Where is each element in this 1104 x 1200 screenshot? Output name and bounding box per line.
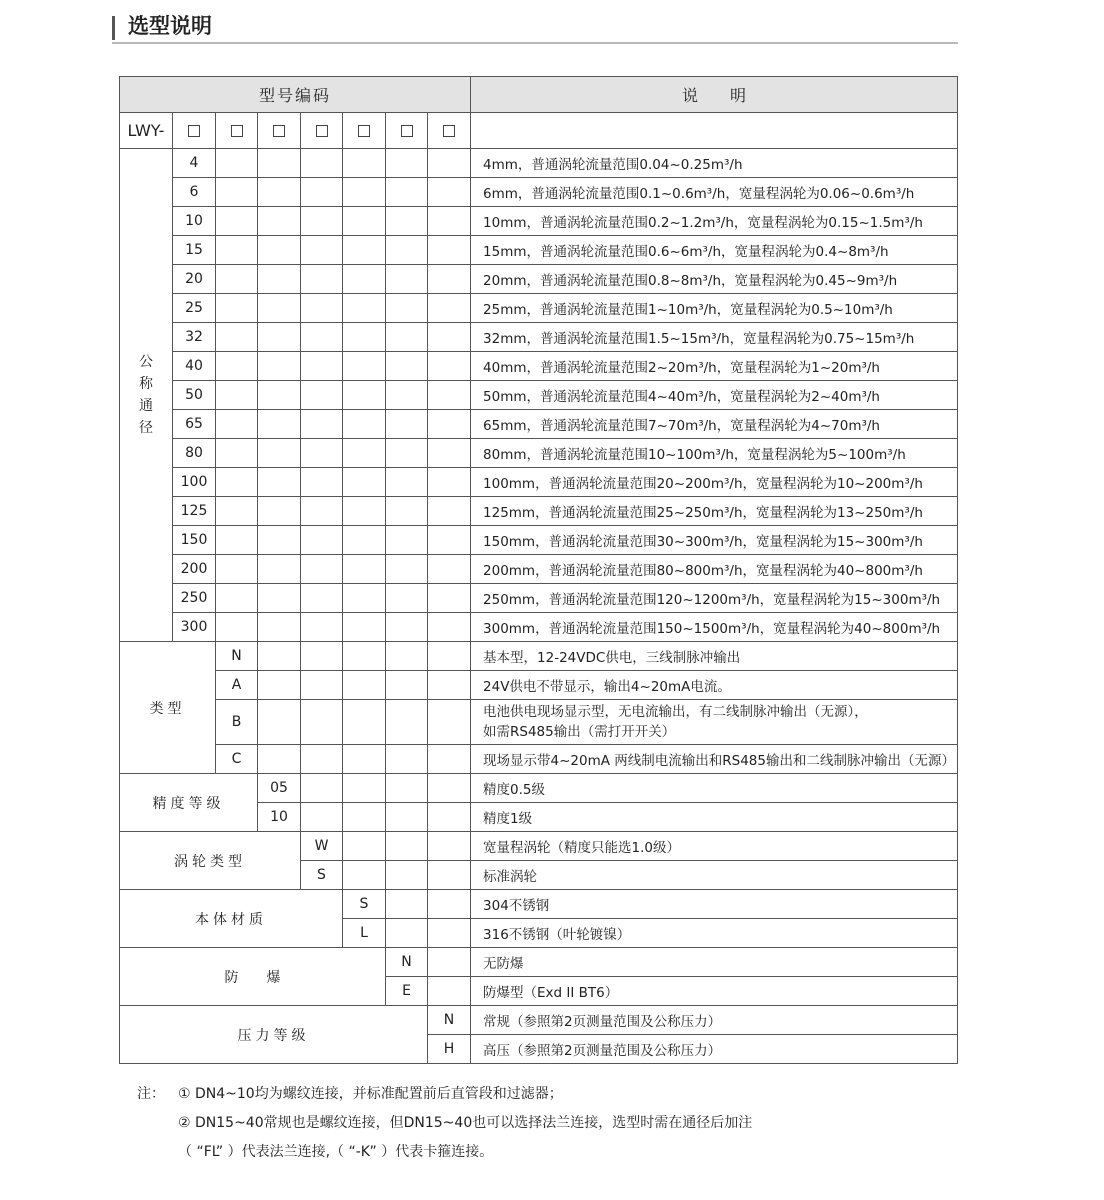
table-row (120, 439, 958, 468)
code-cell: S (343, 890, 386, 919)
table-row (120, 1006, 958, 1035)
table-row (120, 410, 958, 439)
table-row (120, 294, 958, 323)
section-header (112, 8, 958, 44)
table-row (120, 265, 958, 294)
model-prefix: LWY- (127, 121, 165, 140)
table-row (120, 178, 958, 207)
accuracy-group-label: 精度等级 (120, 774, 258, 832)
code-cell: 100 (173, 468, 216, 497)
code-slot-box (358, 125, 370, 137)
pressure-group-label: 压力等级 (120, 1006, 428, 1064)
code-cell: 15 (173, 236, 216, 265)
code-slot-box (316, 125, 328, 137)
code-cell: 6 (173, 178, 216, 207)
code-cell: 125 (173, 497, 216, 526)
description-cell: 4mm，普通涡轮流量范围0.04~0.25m³/h (471, 149, 958, 178)
description-cell: 40mm，普通涡轮流量范围2~20m³/h，宽量程涡轮为1~20m³/h (471, 352, 958, 381)
code-cell: H (428, 1035, 471, 1064)
code-slot-box (443, 125, 455, 137)
code-slot-box (401, 125, 413, 137)
table-row (120, 468, 958, 497)
code-cell: 05 (258, 774, 301, 803)
model-selection-table (119, 76, 958, 1064)
notes-label: 注： (137, 1086, 165, 1102)
description-cell: 125mm，普通涡轮流量范围25~250m³/h，宽量程涡轮为13~250m³/h (471, 497, 958, 526)
explosion-group-label: 防 爆 (120, 948, 386, 1006)
code-cell: 32 (173, 323, 216, 352)
description-cell: 20mm，普通涡轮流量范围0.8~8m³/h，宽量程涡轮为0.45~9m³/h (471, 265, 958, 294)
code-cell: 80 (173, 439, 216, 468)
table-row (120, 671, 958, 700)
table-row (120, 207, 958, 236)
table-row (120, 613, 958, 642)
description-cell: 304不锈钢 (471, 890, 958, 919)
table-row (120, 526, 958, 555)
code-cell: 20 (173, 265, 216, 294)
description-cell: 基本型，12-24VDC供电，三线制脉冲输出 (471, 642, 958, 671)
code-cell: 10 (258, 803, 301, 832)
description-cell: 150mm，普通涡轮流量范围30~300m³/h，宽量程涡轮为15~300m³/h (471, 526, 958, 555)
description-cell: 80mm，普通涡轮流量范围10~100m³/h，宽量程涡轮为5~100m³/h (471, 439, 958, 468)
table-row (120, 497, 958, 526)
description-cell: 250mm，普通涡轮流量范围120~1200m³/h，宽量程涡轮为15~300m³/h (471, 584, 958, 613)
description-cell: 25mm，普通涡轮流量范围1~10m³/h，宽量程涡轮为0.5~10m³/h (471, 294, 958, 323)
table-row (120, 890, 958, 919)
diameter-group-label: 公 称 通 径 (120, 149, 173, 642)
note-line-3: （ “FL” ）代表法兰连接,（ “-K” ）代表卡箍连接。 (178, 1144, 494, 1160)
description-cell: 标准涡轮 (471, 861, 958, 890)
description-cell: 100mm，普通涡轮流量范围20~200m³/h，宽量程涡轮为10~200m³/h (471, 468, 958, 497)
table-header-row (120, 77, 958, 113)
material-group-label: 本体材质 (120, 890, 343, 948)
code-cell: N (216, 642, 258, 671)
description-cell: 6mm，普通涡轮流量范围0.1~0.6m³/h，宽量程涡轮为0.06~0.6m³/h (471, 178, 958, 207)
description-cell: 精度1级 (471, 803, 958, 832)
code-cell: 40 (173, 352, 216, 381)
description-cell: 10mm，普通涡轮流量范围0.2~1.2m³/h，宽量程涡轮为0.15~1.5m³/h (471, 207, 958, 236)
description-cell: 15mm，普通涡轮流量范围0.6~6m³/h，宽量程涡轮为0.4~8m³/h (471, 236, 958, 265)
description-cell: 宽量程涡轮（精度只能选1.0级） (471, 832, 958, 861)
note-line-1: 注： ① DN4~10均为螺纹连接，并标准配置前后直管段和过滤器； (137, 1080, 752, 1109)
description-cell: 常规（参照第2页测量范围及公称压力） (471, 1006, 958, 1035)
header-accent-bar (112, 16, 115, 40)
description-cell: 防爆型（Exd II BT6） (471, 977, 958, 1006)
table-row (120, 584, 958, 613)
code-cell: W (301, 832, 343, 861)
table-row (120, 381, 958, 410)
table-row (120, 323, 958, 352)
type-group-label: 类型 (120, 642, 216, 774)
description-cell: 精度0.5级 (471, 774, 958, 803)
code-slot-box (188, 125, 200, 137)
table-row (120, 774, 958, 803)
code-cell: 50 (173, 381, 216, 410)
table-row (120, 642, 958, 671)
code-cell: 4 (173, 149, 216, 178)
code-cell: 25 (173, 294, 216, 323)
table-row (120, 745, 958, 774)
table-row (120, 236, 958, 265)
description-cell: 316不锈钢（叶轮镀镍） (471, 919, 958, 948)
description-cell: 高压（参照第2页测量范围及公称压力） (471, 1035, 958, 1064)
table-row (120, 948, 958, 977)
code-cell: 10 (173, 207, 216, 236)
description-cell: 无防爆 (471, 948, 958, 977)
code-cell: B (216, 700, 258, 745)
code-cell: S (301, 861, 343, 890)
prefix-row (120, 113, 958, 149)
code-cell: N (428, 1006, 471, 1035)
code-cell: 65 (173, 410, 216, 439)
code-slot-box (273, 125, 285, 137)
code-cell: A (216, 671, 258, 700)
turbine-group-label: 涡轮类型 (120, 832, 301, 890)
description-cell: 200mm，普通涡轮流量范围80~800m³/h，宽量程涡轮为40~800m³/h (471, 555, 958, 584)
code-cell: E (386, 977, 428, 1006)
notes-section (137, 1080, 752, 1167)
model-code-header: 型号编码 (120, 77, 471, 113)
table-row (120, 700, 958, 745)
description-cell: 300mm，普通涡轮流量范围150~1500m³/h，宽量程涡轮为40~800m³/h (471, 613, 958, 642)
code-slot-box (231, 125, 243, 137)
description-cell: 现场显示带4~20mA 两线制电流输出和RS485输出和二线制脉冲输出（无源） (471, 745, 958, 774)
table-row (120, 149, 958, 178)
page-title: 选型说明 (128, 14, 212, 38)
table-row (120, 832, 958, 861)
table-row (120, 352, 958, 381)
description-cell: 32mm，普通涡轮流量范围1.5~15m³/h，宽量程涡轮为0.75~15m³/h (471, 323, 958, 352)
table-row (120, 555, 958, 584)
description-cell: 24V供电不带显示，输出4~20mA电流。 (471, 671, 958, 700)
code-cell: C (216, 745, 258, 774)
note-line-2: ② DN15~40常规也是螺纹连接，但DN15~40也可以选择法兰连接，选型时需在通径后加注 (178, 1115, 753, 1131)
description-header: 说 明 (471, 77, 958, 113)
description-cell: 电池供电现场显示型，无电流输出，有二线制脉冲输出（无源）， 如需RS485输出（需打开开关） (471, 700, 958, 745)
code-cell: 150 (173, 526, 216, 555)
code-cell: 250 (173, 584, 216, 613)
code-cell: N (386, 948, 428, 977)
code-cell: L (343, 919, 386, 948)
description-cell: 65mm，普通涡轮流量范围7~70m³/h，宽量程涡轮为4~70m³/h (471, 410, 958, 439)
description-cell: 50mm，普通涡轮流量范围4~40m³/h，宽量程涡轮为2~40m³/h (471, 381, 958, 410)
code-cell: 300 (173, 613, 216, 642)
code-cell: 200 (173, 555, 216, 584)
